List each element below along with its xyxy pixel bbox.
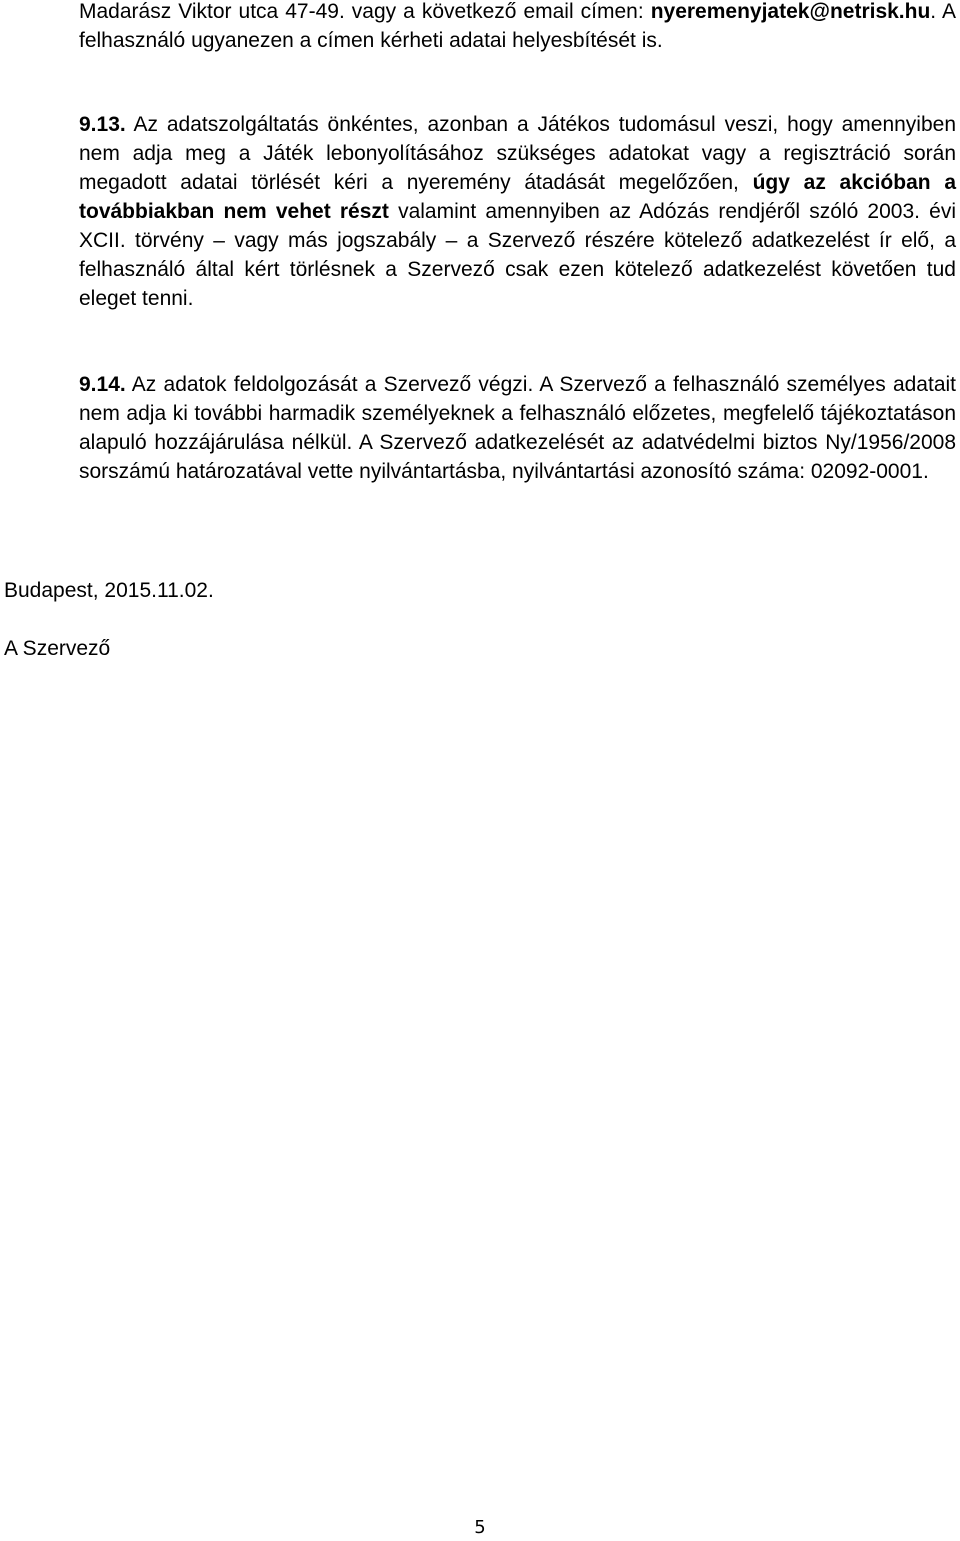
section-number: 9.13. xyxy=(79,113,126,136)
place-and-date: Budapest, 2015.11.02. xyxy=(4,579,214,602)
bold-emphasis: úgy az akcióban a továbbiakban nem vehet részt xyxy=(79,171,956,223)
paragraph-text: valamint amennyiben az Adózás rendjéről szóló 2003. évi XCII. törvény – vagy más jogszabály – a Szervező részére kötelező adatkezelést ír elő, a felhasználó által kért törlésnek a Szervező csak ezen kötelező adatkezelést követően tud eleget tenni. xyxy=(79,200,956,310)
signatory: A Szervező xyxy=(4,637,111,660)
section-9-13 xyxy=(79,110,956,313)
paragraph-text: Az adatszolgáltatás önkéntes, azonban a Játékos tudomásul veszi, hogy amennyiben nem adja meg a Játék lebonyolításához szükséges adatokat vagy a regisztráció során megadott adatai törlését kéri a nyeremény átadását megelőzően, xyxy=(79,113,956,194)
page-number: 5 xyxy=(474,1517,486,1538)
paragraph-text: Madarász Viktor utca 47-49. vagy a következő email címen: xyxy=(79,0,651,23)
email-address: nyeremenyjatek@netrisk.hu xyxy=(650,0,931,23)
paragraph-contact xyxy=(79,0,956,55)
paragraph-text: Az adatok feldolgozását a Szervező végzi. A Szervező a felhasználó személyes adatait nem adja ki további harmadik személyeknek a felhasználó előzetes, megfelelő tájékoztatáson alapuló hozzájárulása nélkül. A Szervező adatkezelését az adatvédelmi biztos Ny/1956/2008 sorszámú határozatával vette nyilvántartásba, nyilvántartási azonosító száma: 02092-0001. xyxy=(79,373,956,483)
section-9-14 xyxy=(79,370,956,486)
section-number: 9.14. xyxy=(79,373,126,396)
paragraph-text: . A felhasználó ugyanezen a címen kérheti adatai helyesbítését is. xyxy=(79,0,956,52)
